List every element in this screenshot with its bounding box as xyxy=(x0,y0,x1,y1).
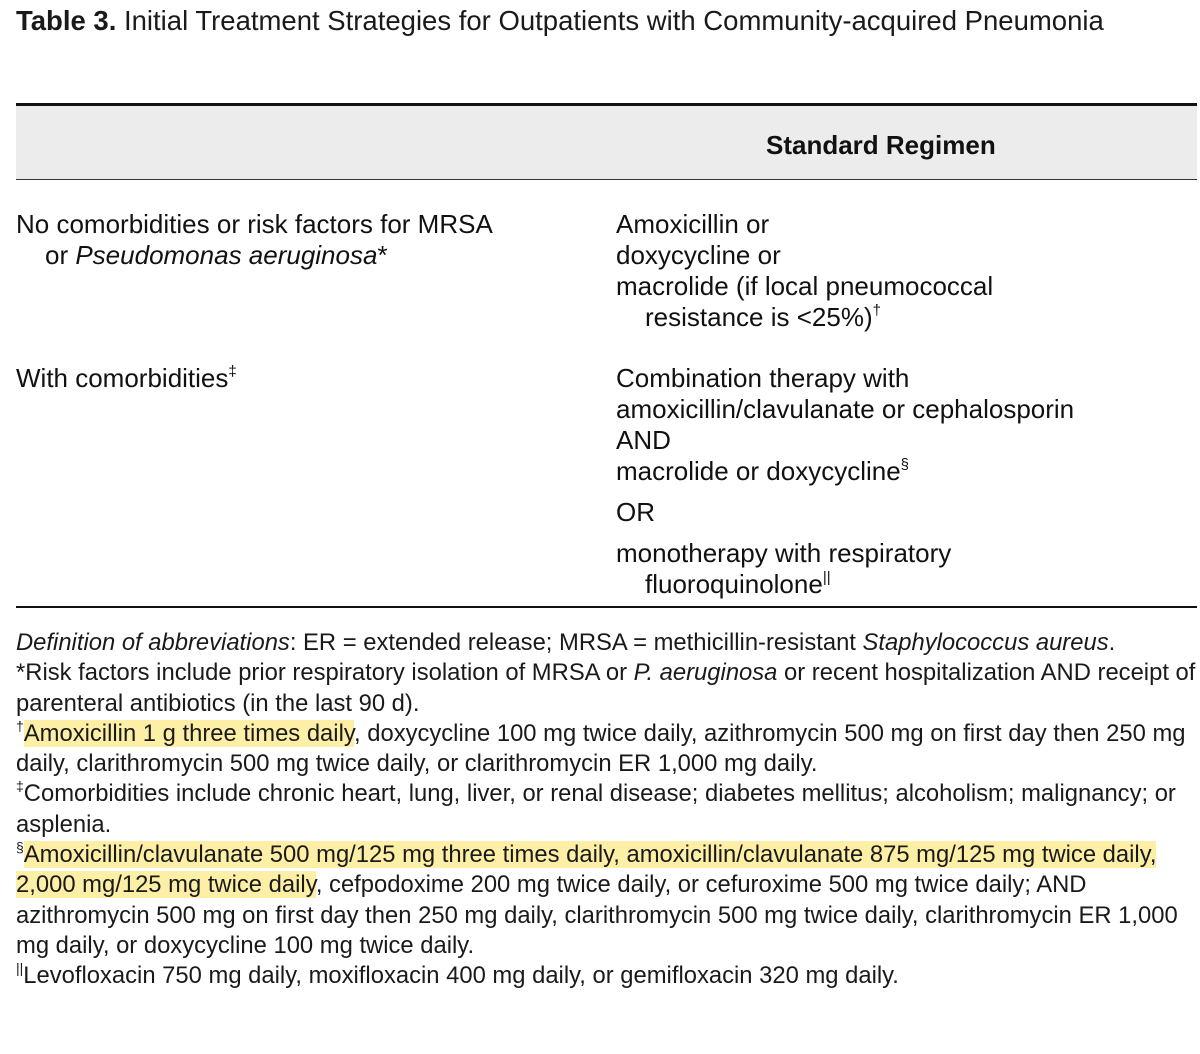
row-1-organism: Pseudomonas aeruginosa xyxy=(75,240,378,270)
section-highlighted-text: Amoxicillin/clavulanate 500 mg/125 mg three times daily, amoxicillin/clavulanate 875 mg/125 mg twice daily, 2,000 mg/125 mg twice daily xyxy=(16,841,1157,899)
double-bar-mark: || xyxy=(822,569,831,586)
footnote-section xyxy=(16,840,1196,961)
footnote-dagger-mark: † xyxy=(16,717,24,734)
row-1-condition xyxy=(16,209,493,271)
footnote-section-mark: § xyxy=(16,839,24,856)
dagger-highlighted-text: Amoxicillin 1 g three times daily xyxy=(23,719,354,747)
dagger-mark: † xyxy=(872,302,881,319)
section-mark: § xyxy=(900,456,910,473)
footnote-risk-factors xyxy=(16,658,1196,719)
row-1-regimen-line2: doxycycline or xyxy=(616,240,781,270)
row-2-condition-text: With comorbidities xyxy=(16,363,229,393)
row-2-regimen-line6 xyxy=(616,569,1074,600)
table-caption: Initial Treatment Strategies for Outpatients with Community-acquired Pneumonia xyxy=(124,5,1104,36)
double-dagger-mark: ‡ xyxy=(228,363,237,380)
row-1-regimen xyxy=(616,209,993,333)
section-text: , cefpodoxime 200 mg twice daily, or cefuroxime 500 mg twice daily; AND azithromycin 500 mg on first day then 250 mg daily, clarithromycin 500 mg twice daily, clarithromycin ER 1,000 mg daily, or doxycycline 100 mg twice daily. xyxy=(16,871,1178,959)
row-1-regimen-line1: Amoxicillin or xyxy=(616,209,770,239)
row-1-condition-line1: No comorbidities or risk factors for MRSA xyxy=(16,209,493,239)
row-1-regimen-line3: macrolide (if local pneumococcal xyxy=(616,271,994,301)
footnote-double-bar xyxy=(16,961,1196,991)
footnote-double-dagger-mark: ‡ xyxy=(16,778,24,795)
column-header-standard-regimen: Standard Regimen xyxy=(766,130,996,160)
row-1-condition-line2 xyxy=(16,240,493,271)
footnote-abbreviations xyxy=(16,628,1196,658)
row-2-regimen-or: OR xyxy=(616,497,655,527)
row-2-regimen-line1: Combination therapy with xyxy=(616,363,910,393)
abbrev-text: : ER = extended release; MRSA = methicillin-resistant xyxy=(289,629,863,656)
table-label: Table 3. xyxy=(16,5,117,36)
footnote-double-bar-mark: || xyxy=(16,960,24,977)
dagger-text: , doxycycline 100 mg twice daily, azithromycin 500 mg on first day then 250 mg daily, clarithromycin 500 mg twice daily, or clarithromycin ER 1,000 mg daily. xyxy=(16,719,1186,778)
row-2-regimen-line2: amoxicillin/clavulanate or cephalosporin xyxy=(616,394,1075,424)
double-bar-text: Levofloxacin 750 mg daily, moxifloxacin 400 mg daily, or gemifloxacin 320 mg daily. xyxy=(23,962,899,990)
bottom-rule xyxy=(16,606,1197,608)
row-1-asterisk: * xyxy=(377,240,388,270)
abbrev-label: Definition of abbreviations xyxy=(16,629,290,656)
row-2-regimen-line4 xyxy=(616,456,1074,487)
header-rule xyxy=(16,179,1197,180)
row-2-regimen-and: AND xyxy=(616,425,671,455)
row-2-regimen-line4-text: macrolide or doxycycline xyxy=(616,456,901,486)
row-2-condition-line xyxy=(16,363,237,394)
double-dagger-text: Comorbidities include chronic heart, lung, liver, or renal disease; diabetes mellitus; alcoholism; malignancy; or asplenia. xyxy=(16,780,1176,838)
row-2-regimen xyxy=(616,363,1074,600)
footnote-double-dagger xyxy=(16,779,1196,840)
table-title xyxy=(16,2,1186,39)
footnotes xyxy=(16,628,1196,992)
abbrev-end: . xyxy=(1108,629,1116,656)
risk-organism: P. aeruginosa xyxy=(633,659,778,687)
footnote-dagger xyxy=(16,719,1196,780)
header-band xyxy=(16,106,1197,179)
risk-text-1: *Risk factors include prior respiratory isolation of MRSA or xyxy=(16,659,634,687)
row-2-regimen-line6-text: fluoroquinolone xyxy=(645,569,823,599)
row-1-condition-prefix: or xyxy=(45,240,76,270)
abbrev-organism: Staphylococcus aureus xyxy=(862,629,1109,656)
risk-text-2: or recent hospitalization AND receipt of parenteral antibiotics (in the last 90 d). xyxy=(16,659,1196,717)
row-1-regimen-line4 xyxy=(616,302,993,333)
row-1-regimen-line4-text: resistance is <25%) xyxy=(645,302,873,332)
row-2-condition xyxy=(16,363,237,394)
row-2-regimen-line5: monotherapy with respiratory xyxy=(616,538,952,568)
